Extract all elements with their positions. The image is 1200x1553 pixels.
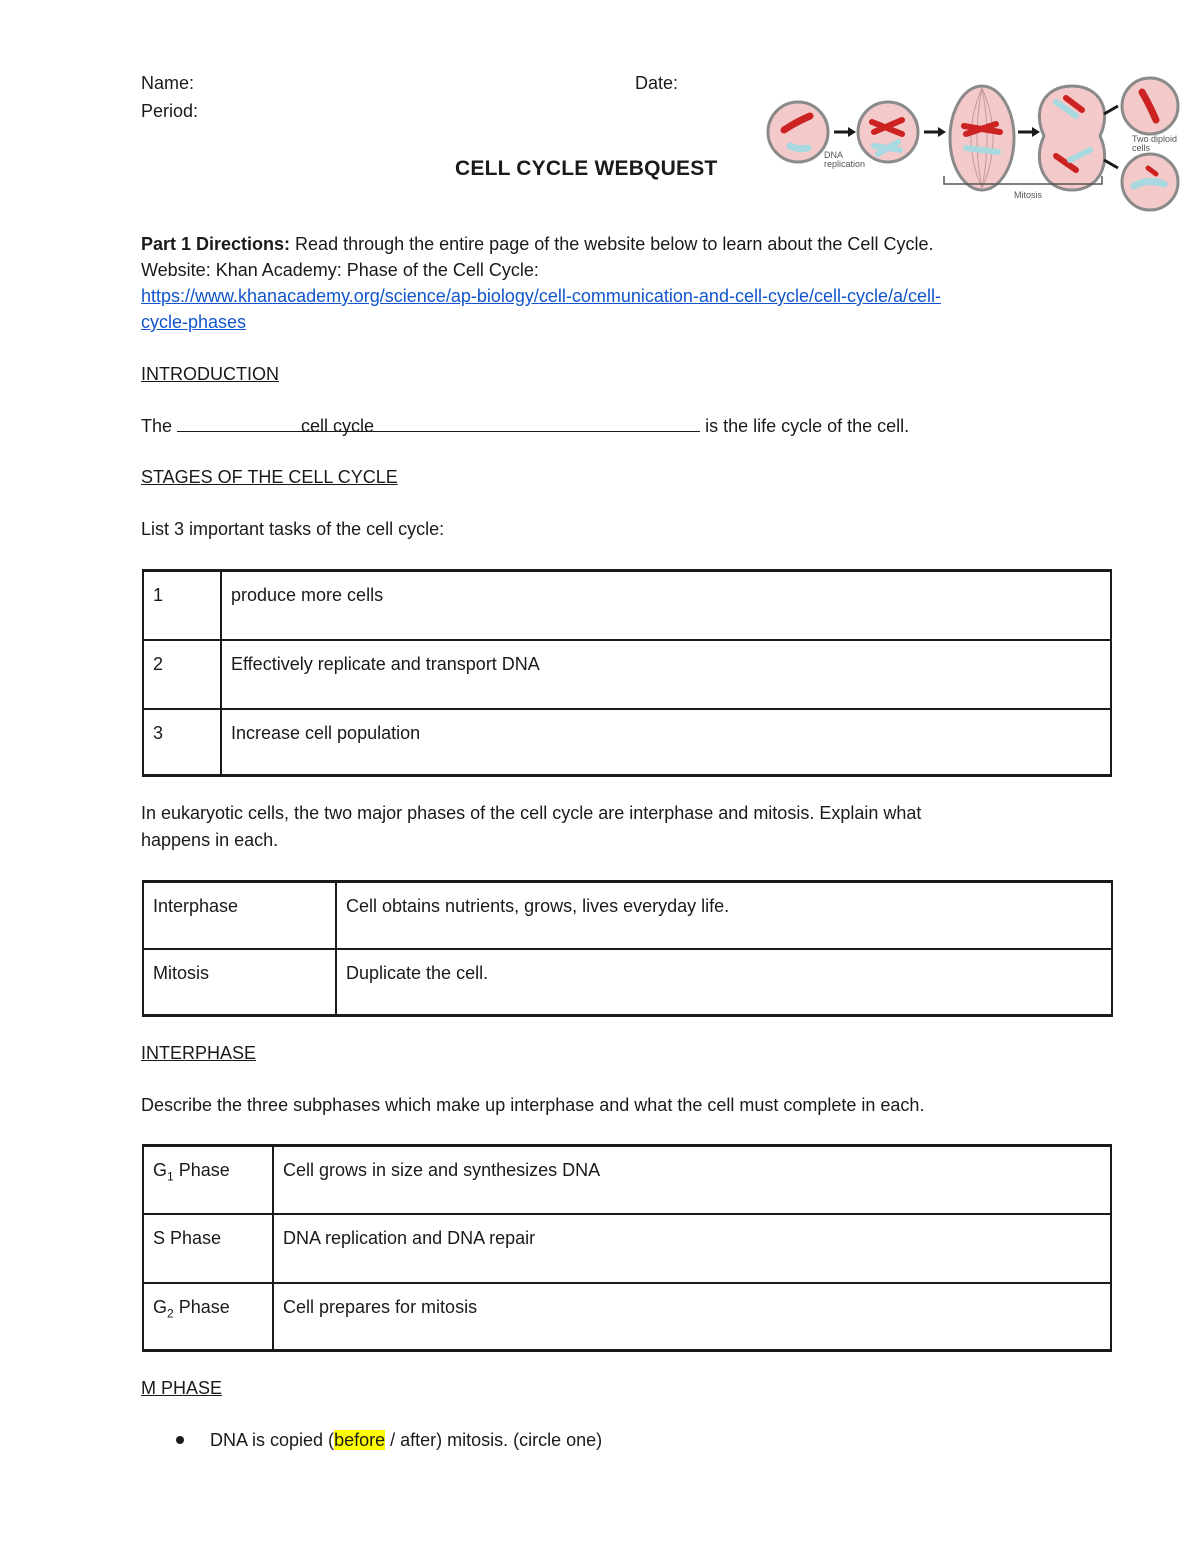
- stages-prompt: List 3 important tasks of the cell cycle:: [141, 519, 445, 539]
- phase-answer[interactable]: Duplicate the cell.: [336, 949, 1112, 1016]
- phase-answer[interactable]: Cell obtains nutrients, grows, lives everyday life.: [336, 882, 1112, 949]
- website-link-line1[interactable]: https://www.khanacademy.org/science/ap-biology/cell-communication-and-cell-cycle/cell-cycle/a/cell-: [141, 286, 941, 306]
- website-link-line2[interactable]: cycle-phases: [141, 312, 247, 332]
- directions-label: Part 1 Directions:: [141, 234, 291, 254]
- introduction-heading: INTRODUCTION: [141, 364, 279, 384]
- subphase-letter: S Phase: [153, 1227, 222, 1248]
- m-phase-heading: M PHASE: [141, 1378, 223, 1398]
- task-answer[interactable]: produce more cells: [221, 571, 1111, 640]
- cell-cycle-diagram: [760, 70, 1200, 215]
- phases-prompt-line2: happens in each.: [141, 830, 279, 850]
- name-label: Name:: [141, 73, 195, 93]
- subphase-subscript: 1: [167, 1169, 174, 1184]
- two-diploid-cells-label: Two diploid cells: [1132, 134, 1178, 153]
- intro-answer-text: cell cycle: [301, 416, 375, 436]
- task-answer[interactable]: Effectively replicate and transport DNA: [221, 640, 1111, 709]
- intro-end: is the life cycle of the cell.: [700, 416, 910, 436]
- subphase-letter: G: [153, 1160, 168, 1180]
- bullet-start: DNA is copied (: [210, 1430, 335, 1450]
- interphase-cell: [768, 102, 828, 162]
- table-row: [143, 1214, 1111, 1283]
- subphase-answer[interactable]: Cell prepares for mitosis: [273, 1283, 1111, 1351]
- bullet-icon: [176, 1436, 184, 1444]
- subphase-name: [143, 1146, 273, 1214]
- date-label: Date:: [635, 73, 679, 93]
- phases-prompt-line1: In eukaryotic cells, the two major phases of the cell cycle are interphase and mitosis. Explain what: [141, 803, 922, 823]
- task-number: 3: [143, 709, 221, 776]
- table-row: [143, 882, 1112, 949]
- daughter-cell-bottom: [1122, 154, 1178, 210]
- directions-text: Read through the entire page of the website below to learn about the Cell Cycle.: [290, 234, 934, 254]
- task-answer[interactable]: Increase cell population: [221, 709, 1111, 776]
- interphase-heading: INTERPHASE: [141, 1043, 257, 1063]
- arrow-head-icon: [1032, 127, 1040, 137]
- mitosis-label: Mitosis: [1014, 190, 1043, 200]
- table-row: [143, 709, 1111, 776]
- anaphase-cell: [1039, 86, 1104, 190]
- interphase-prompt: Describe the three subphases which make up interphase and what the cell must complete in each.: [141, 1095, 925, 1115]
- bullet-end: / after) mitosis. (circle one): [385, 1430, 603, 1450]
- task-number: 2: [143, 640, 221, 709]
- stages-heading: STAGES OF THE CELL CYCLE: [141, 467, 398, 487]
- intro-sentence: [141, 413, 909, 439]
- part1-directions: [141, 231, 933, 257]
- table-row: [143, 571, 1111, 640]
- dna-replication-label: DNA replication: [824, 150, 866, 169]
- table-row: [143, 640, 1111, 709]
- task-number: 1: [143, 571, 221, 640]
- subphase-answer[interactable]: Cell grows in size and synthesizes DNA: [273, 1146, 1111, 1214]
- tasks-table: [142, 569, 1112, 777]
- period-label: Period:: [141, 101, 199, 121]
- phase-name: Interphase: [143, 882, 336, 949]
- daughter-cell-top: [1122, 78, 1178, 134]
- subphases-table: [142, 1144, 1112, 1352]
- arrow-icon: [1104, 106, 1118, 114]
- table-row: [143, 1283, 1111, 1351]
- phase-name: Mitosis: [143, 949, 336, 1016]
- subphase-suffix: Phase: [173, 1296, 230, 1317]
- subphase-subscript: 2: [167, 1306, 174, 1321]
- answer-blank-left: [177, 413, 301, 432]
- intro-answer[interactable]: [301, 413, 700, 436]
- website-line: Website: Khan Academy: Phase of the Cell Cycle:: [141, 260, 539, 280]
- subphase-answer[interactable]: DNA replication and DNA repair: [273, 1214, 1111, 1283]
- arrow-icon: [1104, 160, 1118, 168]
- table-row: [143, 1146, 1111, 1214]
- intro-start: The: [141, 416, 178, 436]
- replicated-cell: [858, 102, 918, 162]
- subphase-letter: G: [153, 1296, 168, 1317]
- arrow-head-icon: [938, 127, 946, 137]
- table-row: [143, 949, 1112, 1016]
- metaphase-cell: [950, 86, 1014, 190]
- phases-table: [142, 880, 1113, 1017]
- highlighted-answer[interactable]: before: [334, 1430, 386, 1450]
- m-phase-bullet: [176, 1427, 602, 1453]
- arrow-head-icon: [848, 127, 856, 137]
- page-title: CELL CYCLE WEBQUEST: [455, 157, 718, 180]
- subphase-suffix: Phase: [173, 1160, 230, 1180]
- subphase-name: [143, 1214, 273, 1283]
- subphase-name: [143, 1283, 273, 1351]
